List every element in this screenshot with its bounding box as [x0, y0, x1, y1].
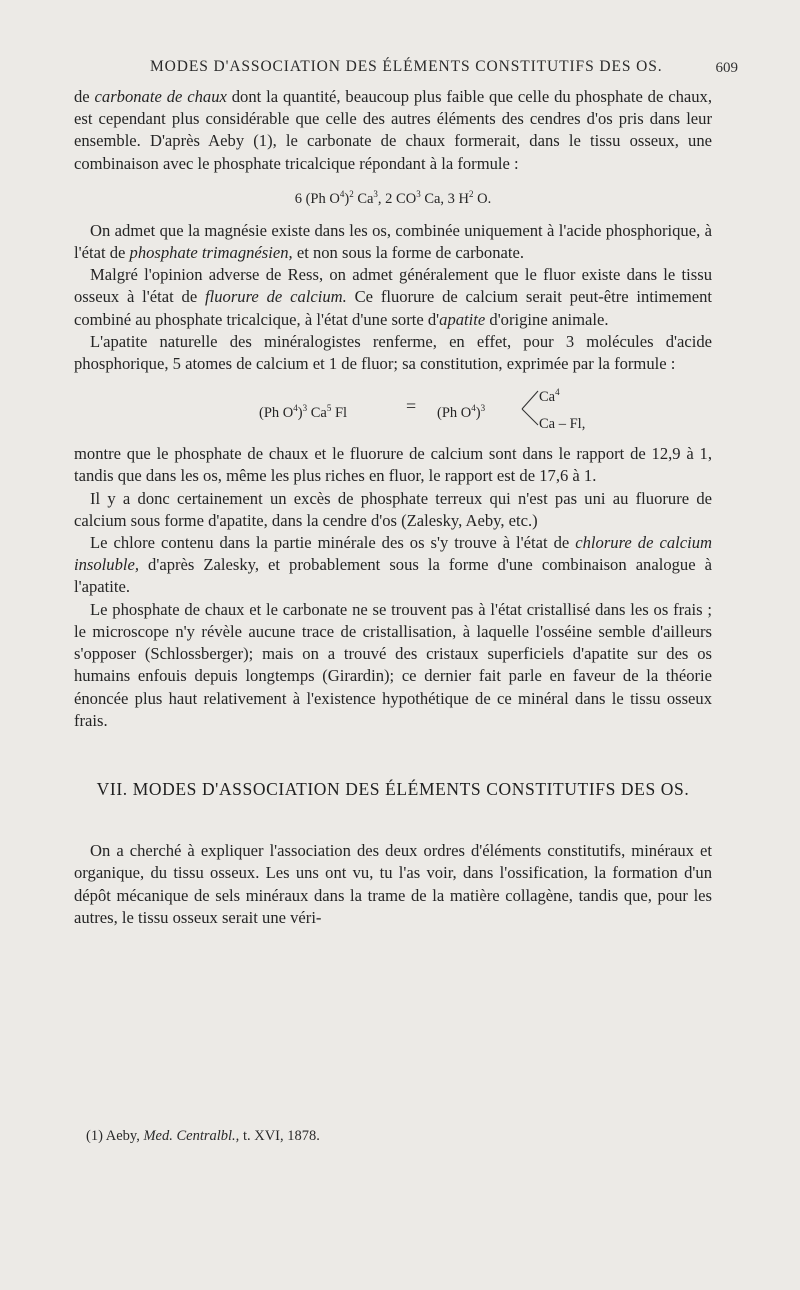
- formula-branch-lines: [520, 387, 540, 431]
- formula-apatite: [74, 379, 712, 437]
- page-number: 609: [715, 60, 738, 76]
- paragraph-exces: Il y a donc certainement un excès de phosphate terreux qui n'est pas uni au fluorure de calcium sous forme d'apatite, dans la cendre d'os (Zalesky, Aeby, etc.): [74, 488, 712, 530]
- formula-apatite-right: (Ph $O^4)^3$: [437, 403, 486, 422]
- paragraph-association: On a cherché à expliquer l'association des deux ordres d'éléments constitutifs, minéraux et organique, du tissu osseux. Les uns ont vu, tu l'as voir, dans l'ossification, la formation d'un dépôt mécanique de sels minéraux dans la trame de la matière collagène, tandis que, pour les autres, le tissu osseux serait une véri-: [74, 841, 712, 927]
- paragraph-cristallisation: Le phosphate de chaux et le carbonate ne se trouvent pas à l'état cristallisé dans les os frais ; le microscope n'y révèle aucune trace de cristallisation, à laquelle l'osséine semble d'ailleurs s'opposer (Schlossberger); mais on a trouvé des cristaux superficiels d'apatite sur des os humains enfouis depuis longtemps (Girardin); ce dernier fait parle en faveur de la théorie énoncée plus haut relativement à l'existence hypothétique de ce minéral dans le tissu osseux frais.: [74, 599, 712, 730]
- emphasis-chlorure: chlorure de calcium insoluble,: [74, 533, 712, 575]
- footnote-journal: Med. Centralbl.,: [143, 1128, 240, 1144]
- emphasis-fluorure: fluorure de calcium.: [205, 287, 347, 307]
- formula-aeby: 6 (Ph $O^4)^2$ Ca$^3$, 2 $CO^3$ Ca, 3 $H^2$ O.: [294, 188, 492, 207]
- emphasis-apatite: apatite: [439, 309, 486, 329]
- formula-apatite-left: (Ph $O^4)^3$ Ca$^5$ Fl: [259, 403, 348, 422]
- emphasis-phosphate-trimagnesien: phosphate trimagnésien,: [129, 243, 293, 263]
- emphasis-carbonate-de-chaux: carbonate de chaux: [94, 87, 227, 106]
- paragraph-apatite: L'apatite naturelle des minéralogistes renferme, en effet, pour 3 molécules d'acide phosphorique, 5 atomes de calcium et 1 de fluor; sa constitution, exprimée par la formule :: [74, 331, 712, 374]
- paragraph-carbonate: de carbonate de chaux dont la quantité, beaucoup plus faible que celle du phosphate de chaux, est cependant plus considérable que celle des autres éléments des cendres d'os pris dans leur ensemble. D'après Aeby (1), le carbonate de chaux formerait, dans le tissu osseux, une combinaison avec le phosphate tricalcique répondant à la formule :: [74, 87, 712, 173]
- running-head: [0, 58, 800, 82]
- running-title: MODES D'ASSOCIATION DES ÉLÉMENTS CONSTITUTIFS DES OS.: [150, 58, 663, 75]
- footnote: (1) Aeby, Med. Centralbl., t. XVI, 1878.: [86, 1128, 320, 1144]
- formula-equals: =: [406, 396, 417, 417]
- paragraph-rapport: montre que le phosphate de chaux et le fluorure de calcium sont dans le rapport de 12,9 à 1, tandis que dans les os, même les plus riches en fluor, le rapport est de 17,6 à 1.: [74, 444, 712, 486]
- formula-branch-top: Ca$^4$: [539, 387, 560, 406]
- paragraph-chlore: Le chlore contenu dans la partie minérale des os s'y trouve à l'état de chlorure de calcium insoluble, d'après Zalesky, et probablement sous la forme d'une combinaison analogue à l'apatite.: [74, 533, 712, 597]
- formula-branch-bottom: Ca – Fl,: [539, 416, 586, 433]
- paragraph-fluor: Malgré l'opinion adverse de Ress, on admet généralement que le fluor existe dans le tissu osseux à l'état de fluorure de calcium. Ce fluorure de calcium serait peut-être intimement combiné au phosphate tricalcique, à l'état d'une sorte d'apatite d'origine animale.: [74, 265, 712, 329]
- paragraph-magnesie: On admet que la magnésie existe dans les os, combinée uniquement à l'acide phosphorique, à l'état de phosphate trimagnésien, et non sous la forme de carbonate.: [74, 220, 712, 263]
- body-text: [74, 86, 712, 929]
- section-heading: VII. MODES D'ASSOCIATION DES ÉLÉMENTS CONSTITUTIFS DES OS.: [96, 778, 690, 799]
